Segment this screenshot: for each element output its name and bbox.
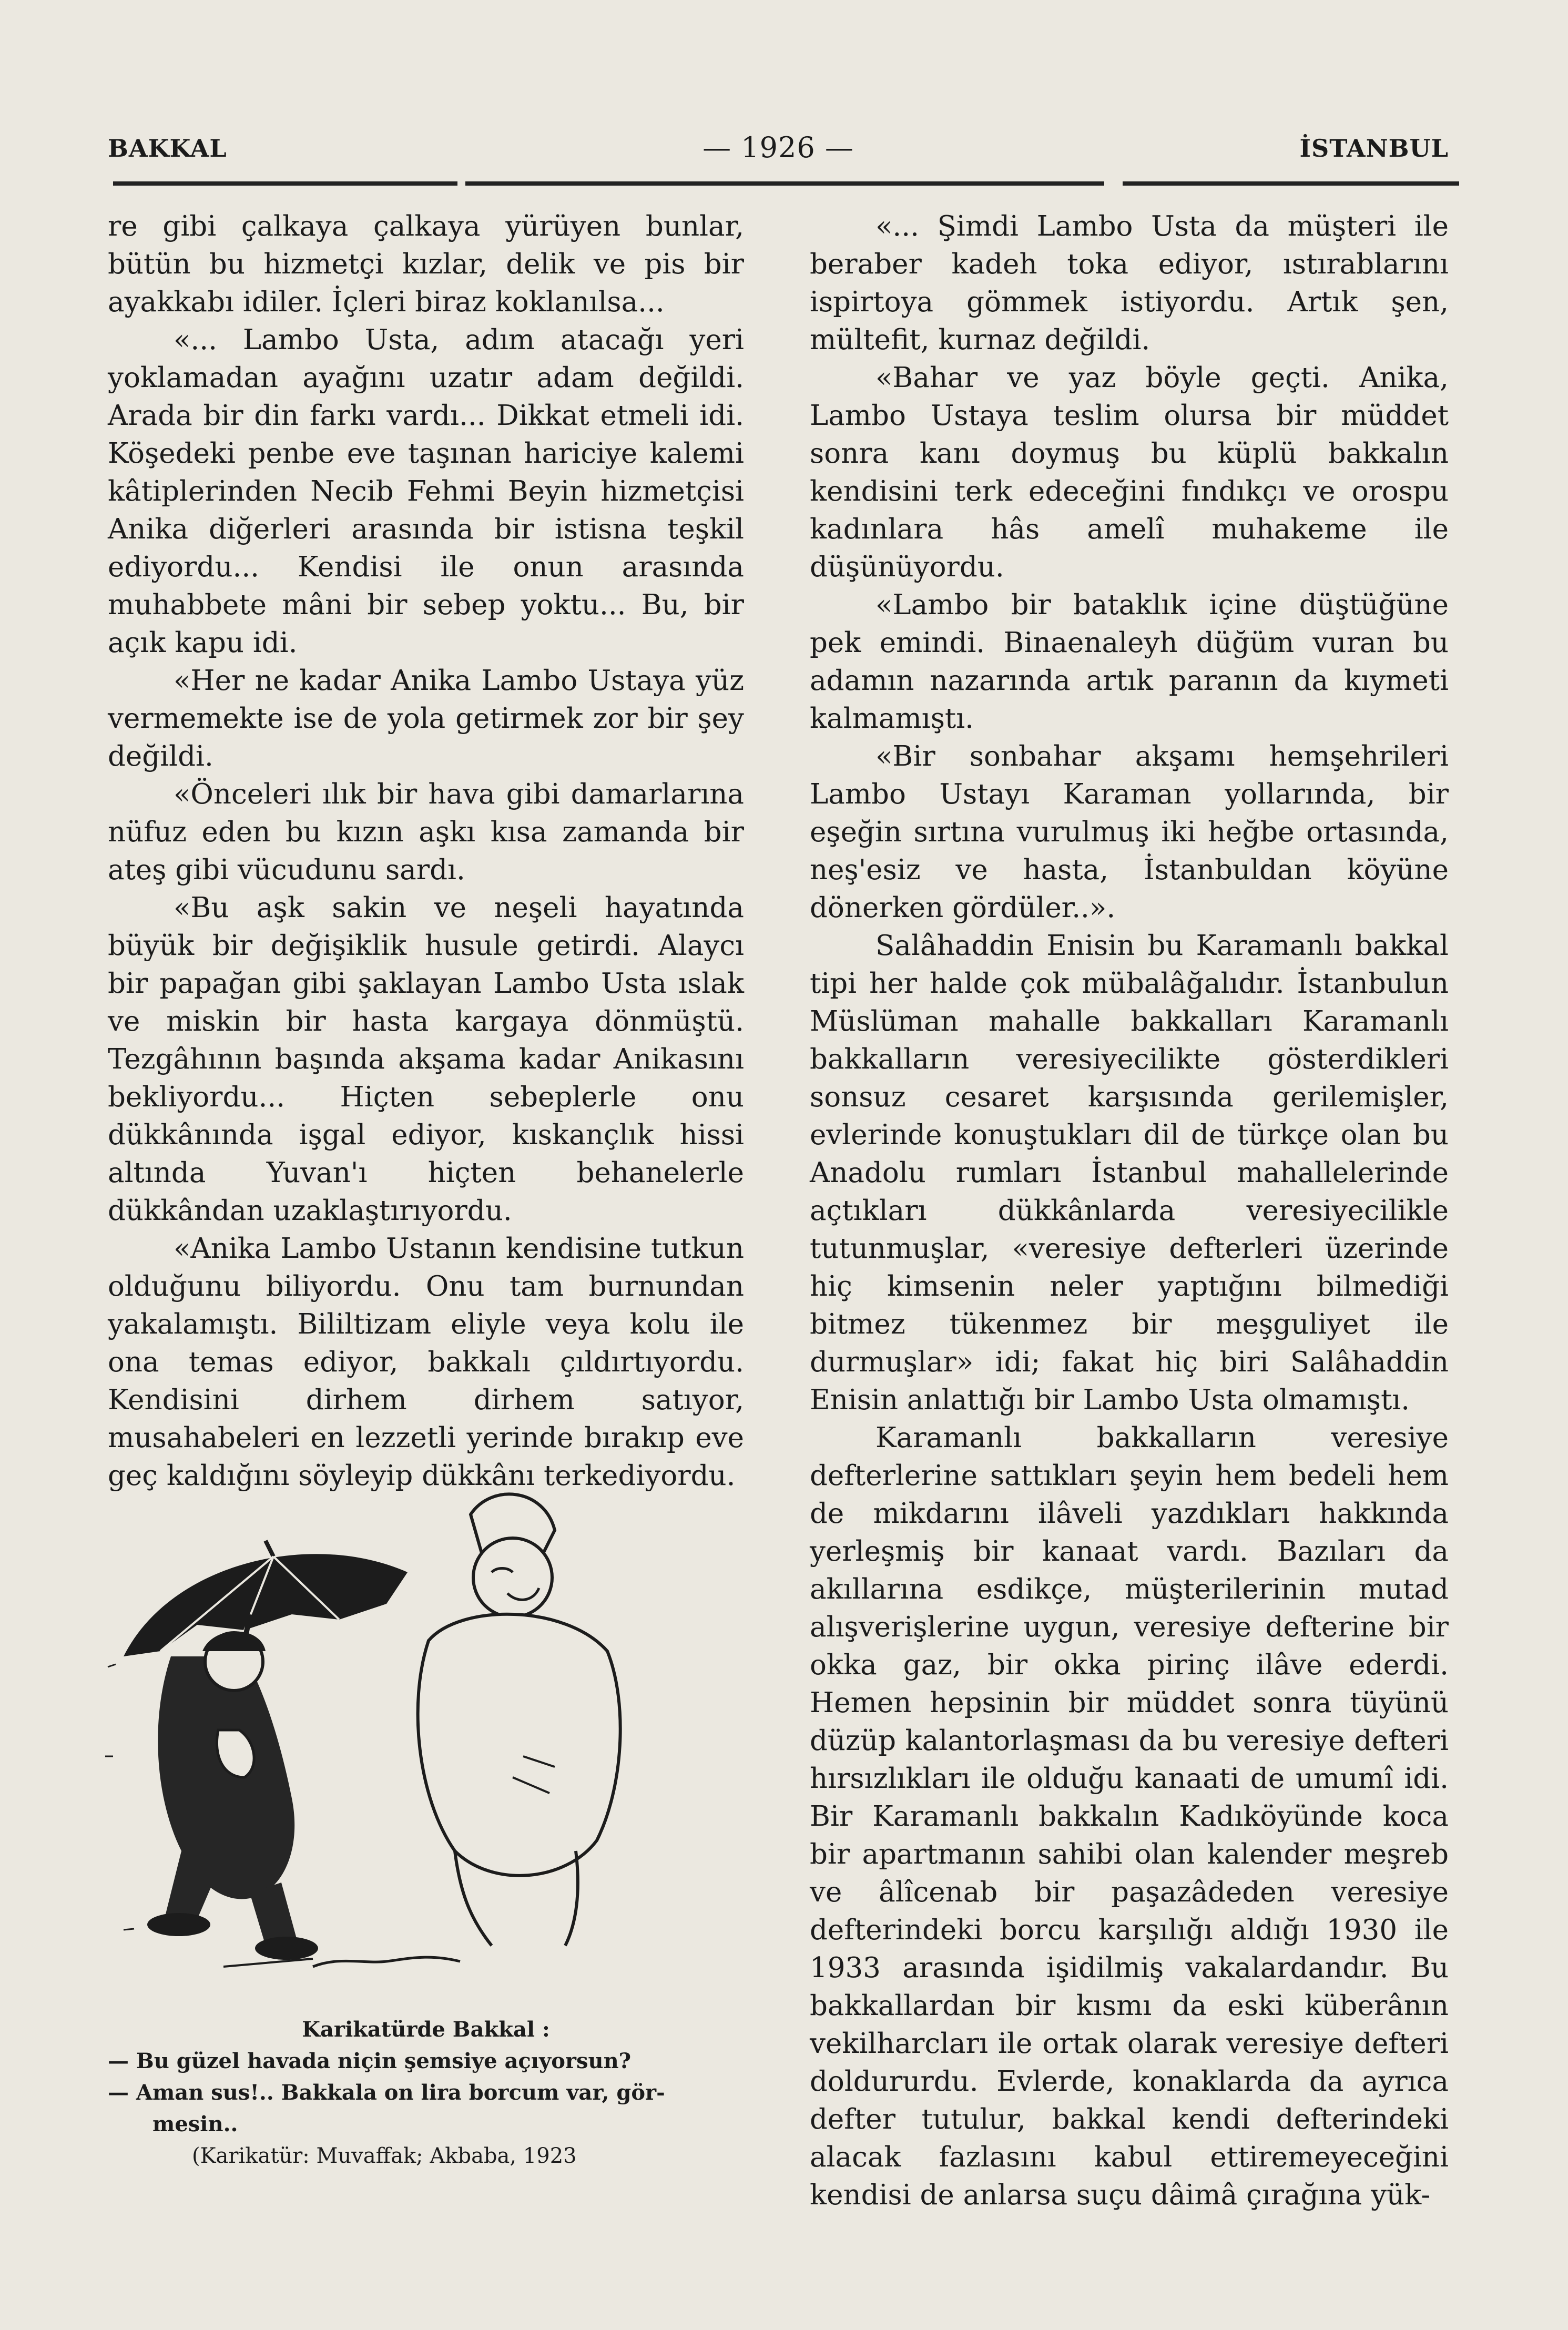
paragraph: «Anika Lambo Ustanın kendisine tutkun olduğunu biliyordu. Onu tam burnundan yakalamıştı. Bililtizam eliyle veya kolu ile ona temas ediyor, bakkalı çıldırtıyordu. Kendisini dirhem dirhem satıyor, musahabeleri en lezzetli yerinde bırakıp eve geç kaldığını söyleyip dükkânı terkediyordu. (108, 1233, 744, 1492)
caption-title: Karikatürde Bakkal : (302, 2017, 550, 2042)
header-volume-title: İSTANBUL (1299, 134, 1449, 162)
paragraph: Salâhaddin Enisin bu Karamanlı bakkal tipi her halde çok mübalâğalıdır. İstanbulun Müslüman mahalle bakkalları Karamanlı bakkalların veresiyecilikte gösterdikleri sonsuz cesaret karşısında gerilemişler, evlerinde konuştukları dil de türkçe olan bu Anadolu rumları İstanbul mahallelerinde açtıkları dükkânlarda veresiyecilikle tutunmuşlar, «veresiye defterleri üzerinde hiç kimsenin neler yaptığını bilmediği bitmez tükenmez bir meşguliyet ile durmuşlar» idi; fakat hiç biri Salâhaddin Enisin anlattığı bir Lambo Usta olmamıştı. (810, 930, 1449, 1416)
cartoon-illustration (92, 1483, 760, 1993)
paragraph: «... Lambo Usta, adım atacağı yeri yoklamadan ayağını uzatır adam değildi. Arada bir din farkı vardı... Dikkat etmeli idi. Köşedeki penbe eve taşınan hariciye kalemi kâtiplerinden Necib Fehmi Beyin hizmetçisi Anika diğerleri arasında bir istisna teşkil ediyordu... Kendisi ile onun arasında muhabbete mâni bir sebep yoktu... Bu, bir açık kapu idi. (108, 324, 744, 659)
paragraph: «Bahar ve yaz böyle geçti. Anika, Lambo Ustaya teslim olursa bir müddet sonra kanı doymuş bu küplü bakkalın kendisini terk edeceğini fındıkçı ve orospu kadınlara hâs amelî muhakeme ile düşünüyordu. (810, 362, 1449, 583)
header-section-title: BAKKAL (108, 134, 227, 162)
paragraph: «... Şimdi Lambo Usta da müşteri ile beraber kadeh toka ediyor, ıstırablarını ispirtoya gömmek istiyordu. Artık şen, mültefit, kurnaz değildi. (810, 210, 1449, 356)
paragraph: «Lambo bir bataklık içine düştüğüne pek emindi. Binaenaleyh düğüm vuran bu adamın nazarında artık paranın da kıymeti kalmamıştı. (810, 589, 1449, 735)
header-rule (113, 181, 457, 186)
caption-credit: (Karikatür: Muvaffak; Akbaba, 1923 (192, 2144, 577, 2168)
header-rule (1123, 181, 1459, 186)
header-rule (465, 181, 1104, 186)
caption-dialogue-line: mesin.. (152, 2112, 238, 2136)
left-column (108, 208, 744, 1495)
caption-dialogue-line: — Aman sus!.. Bakkala on lira borcum var, gör- (108, 2080, 665, 2105)
cartoon-caption (108, 2014, 744, 2172)
right-column (810, 208, 1449, 2214)
paragraph: re gibi çalkaya çalkaya yürüyen bunlar, bütün bu hizmetçi kızlar, delik ve pis bir ayakkabı idiler. İçleri biraz koklanılsa... (108, 210, 744, 318)
header-page-number: — 1926 — (702, 131, 854, 164)
paragraph: «Önceleri ılık bir hava gibi damarlarına nüfuz eden bu kızın aşkı kısa zamanda bir ateş gibi vücudunu sardı. (108, 778, 744, 886)
paragraph: Karamanlı bakkalların veresiye defterlerine sattıkları şeyin hem bedeli hem de mikdarını ilâveli yazdıkları hakkında yerleşmiş bir kanaat vardı. Bazıları da akıllarına esdikçe, müşterilerinin mutad alışverişlerine uygun, veresiye defterine bir okka gaz, bir okka pirinç ilâve ederdi. Hemen hepsinin bir müddet sonra tüyünü düzüp kalantorlaşması da bu veresiye defteri hırsızlıkları ile olduğu kanaati de umumî idi. Bir Karamanlı bakkalın Kadıköyünde koca bir apartmanın sahibi olan kalender meşreb ve âlîcenab bir paşazâdeden veresiye defterindeki borcu karşılığı aldığı 1930 ile 1933 arasında işidilmiş vakalardandır. Bu bakkallardan bir kısmı da eski küberânın vekilharcları ile ortak olarak veresiye defteri doldururdu. Evlerde, konaklarda da ayrıca defter tutulur, bakkal kendi defterindeki alacak fazlasını kabul ettiremeyeceğini kendisi de anlarsa suçu dâimâ çırağına yük- (810, 1422, 1449, 2211)
paragraph: «Her ne kadar Anika Lambo Ustaya yüz vermemekte ise de yola getirmek zor bir şey değildi. (108, 665, 744, 772)
page-header (108, 131, 1449, 171)
caption-dialogue-line: — Bu güzel havada niçin şemsiye açıyorsun? (108, 2049, 632, 2073)
paragraph: «Bir sonbahar akşamı hemşehrileri Lambo Ustayı Karaman yollarında, bir eşeğin sırtına vurulmuş iki heğbe ortasında, neş'esiz ve hasta, İstanbuldan köyüne dönerken gördüler..». (810, 740, 1449, 924)
paragraph: «Bu aşk sakin ve neşeli hayatında büyük bir değişiklik husule getirdi. Alaycı bir papağan gibi şaklayan Lambo Usta ıslak ve miskin bir hasta kargaya dönmüştü. Tezgâhının başında akşama kadar Anikasını bekliyordu... Hiçten sebeplerle onu dükkânında işgal ediyor, kıskançlık hissi altında Yuvan'ı hiçten behanelerle dükkândan uzaklaştırıyordu. (108, 892, 744, 1227)
